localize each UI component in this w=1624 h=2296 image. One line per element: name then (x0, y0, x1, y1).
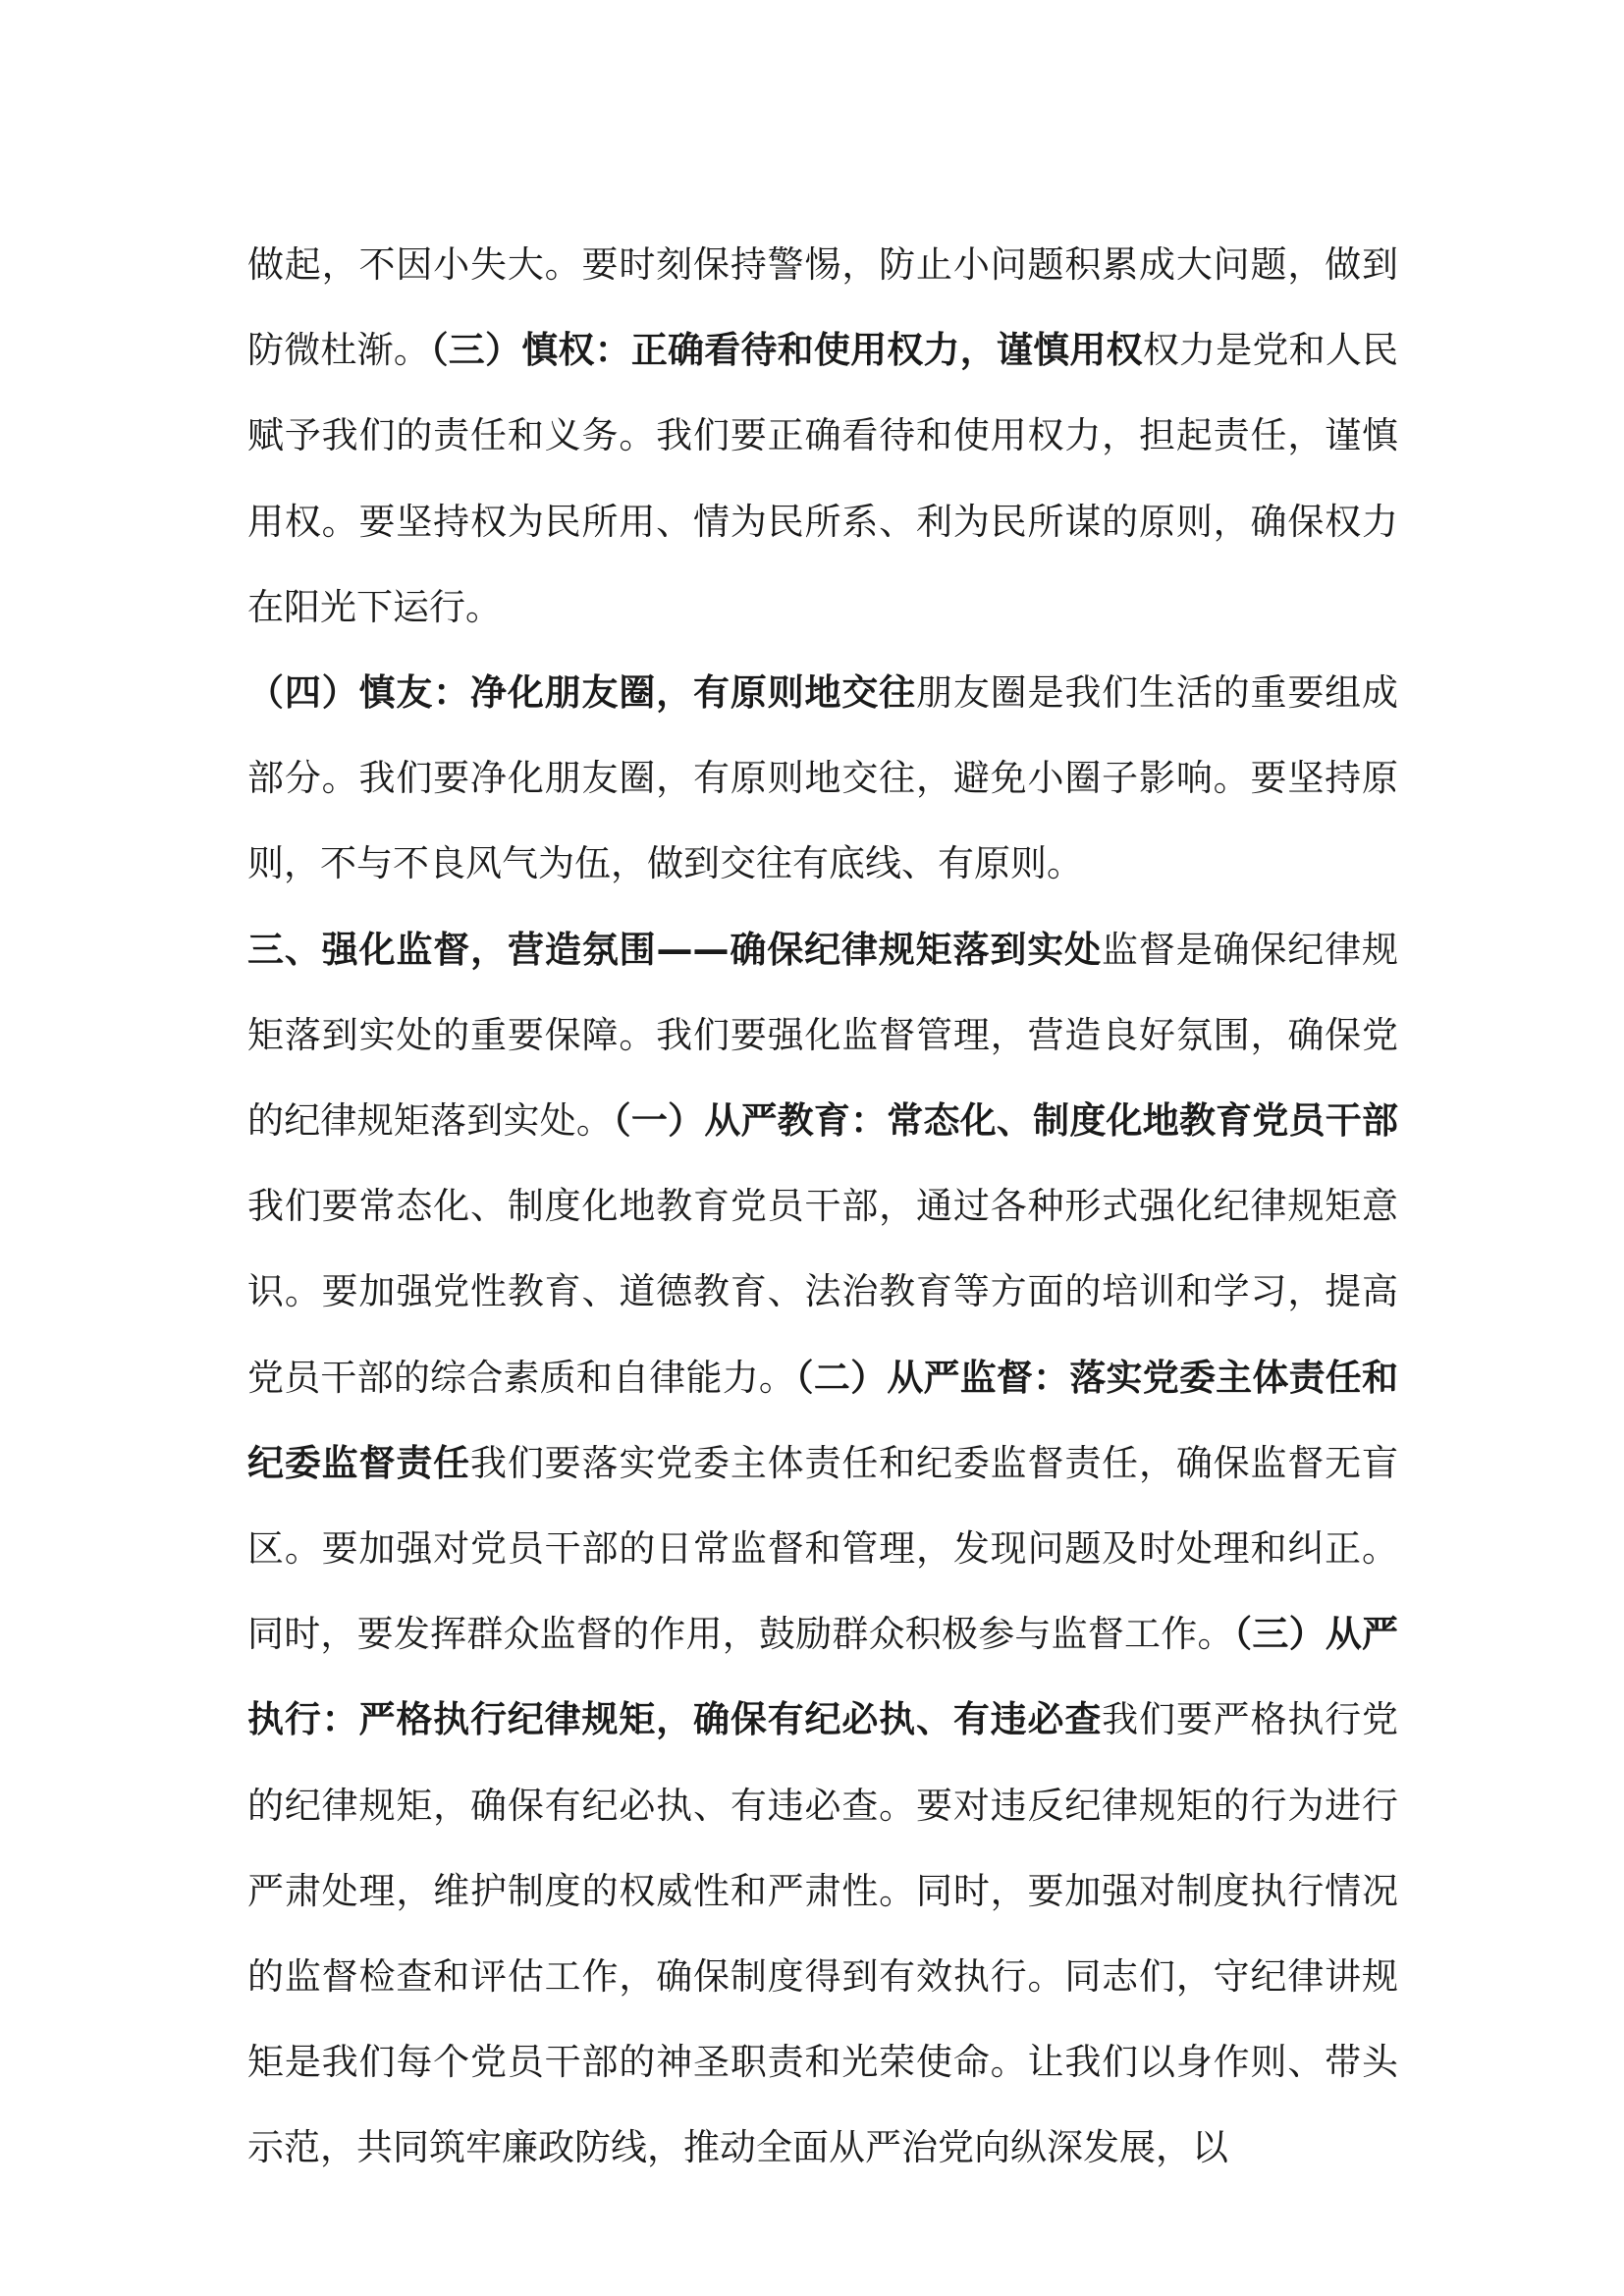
text-run: 我们要常态化、制度化地教育党员干部，通过各种形式强化纪律规矩意识。要加强党性教育、道德教育、法治教育等方面的培训和学习，提高党员干部的综合素质和自律能力。 (247, 1185, 1398, 1399)
text-run: 朋友圈是我们生活的重要组成部分。我们要净化朋友圈，有原则地交往，避免小圈子影响。要坚持原则，不与不良风气为伍，做到交往有底线、有原则。 (247, 671, 1398, 885)
heading-congyan-zhixing: （三）从严执行：严格执行纪律规矩，确保有纪必执、有违必查 (247, 1613, 1399, 1741)
heading-congyan-jiandu: （二）从严监督：落实党委主体责任和纪委监督责任 (247, 1356, 1399, 1484)
paragraph-shenyou (247, 650, 1398, 907)
text-run: 我们要严格执行党的纪律规矩，确保有纪必执、有违必查。要对违反纪律规矩的行为进行严肃处理，维护制度的权威性和严肃性。同时，要加强对制度执行情况的监督检查和评估工作，确保制度得到有效执行。同志们，守纪律讲规矩是我们每个党员干部的神圣职责和光荣使命。让我们以身作则、带头示范，共同筑牢廉政防线，推动全面从严治党向纵深发展，以 (247, 1698, 1399, 2169)
text-run: 我们要落实党委主体责任和纪委监督责任，确保监督无盲区。要加强对党员干部的日常监督和管理，发现问题及时处理和纠正。同时，要发挥群众监督的作用，鼓励群众积极参与监督工作。 (247, 1441, 1398, 1656)
paragraph-shenquan-shenyou (247, 222, 1398, 650)
text-run: 监督是确保纪律规矩落到实处的重要保障。我们要强化监督管理，营造良好氛围，确保党的纪律规矩落到实处。 (247, 928, 1399, 1143)
text-run: 做起，不因小失大。要时刻保持警惕，防止小问题积累成大问题，做到防微杜渐。 (247, 243, 1398, 372)
paragraph-section-three (247, 907, 1398, 2191)
heading-shenquan: （三）慎权：正确看待和使用权力，谨慎用权 (430, 329, 1143, 372)
heading-shenyou: （四）慎友：净化朋友圈，有原则地交往 (247, 671, 916, 715)
section-heading-three: 三、强化监督，营造氛围——确保纪律规矩落到实处 (247, 928, 1102, 971)
document-body (247, 222, 1398, 2191)
text-run: 权力是党和人民赋予我们的责任和义务。我们要正确看待和使用权力，担起责任，谨慎用权。要坚持权为民所用、情为民所系、利为民所谋的原则，确保权力在阳光下运行。 (247, 329, 1399, 628)
heading-congyan-jiaoyu: （一）从严教育：常态化、制度化地教育党员干部 (613, 1099, 1399, 1143)
